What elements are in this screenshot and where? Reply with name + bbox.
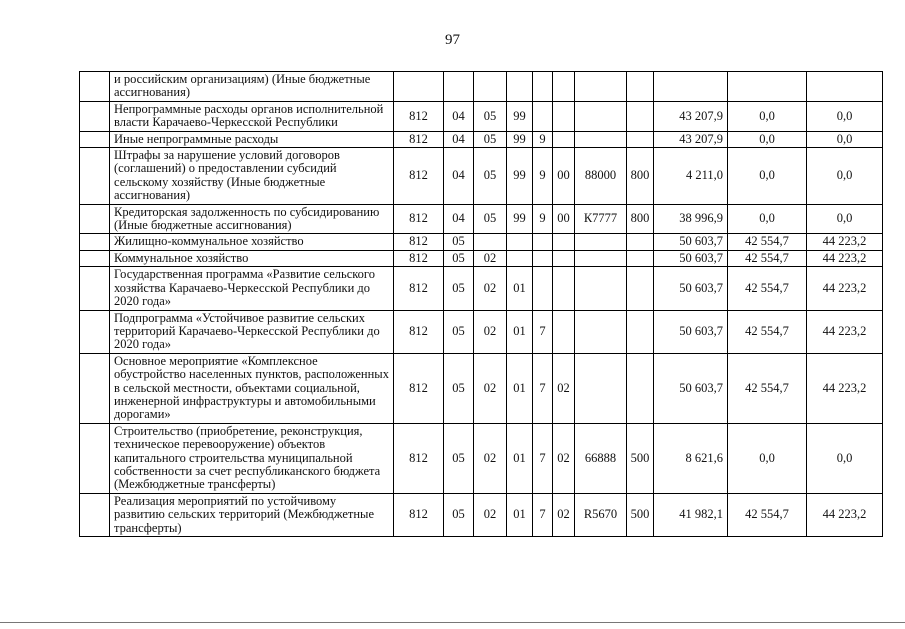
activity-code-cell — [553, 250, 575, 266]
subprogram-code-cell — [533, 250, 553, 266]
subprogram-code-cell — [533, 101, 553, 131]
row-name-cell: Непрограммные расходы органов исполнительной власти Карачаево-Черкесской Республики — [110, 101, 394, 131]
row-index-cell — [80, 234, 110, 250]
section-code-cell: 04 — [444, 148, 474, 205]
section-code-cell: 05 — [444, 423, 474, 493]
subprogram-code-cell: 7 — [533, 353, 553, 423]
activity-code-cell — [553, 131, 575, 147]
table-row — [80, 204, 883, 234]
row-name-cell: Кредиторская задолженность по субсидированию (Иные бюджетные ассигнования) — [110, 204, 394, 234]
expense-type-cell: 800 — [627, 148, 654, 205]
amount-year3-cell: 0,0 — [807, 423, 883, 493]
table-row — [80, 423, 883, 493]
program-code-cell: 99 — [507, 131, 533, 147]
subprogram-code-cell — [533, 234, 553, 250]
row-index-cell — [80, 72, 110, 102]
table-row — [80, 131, 883, 147]
amount-year2-cell — [728, 72, 807, 102]
expense-type-cell — [627, 72, 654, 102]
section-code-cell: 04 — [444, 131, 474, 147]
expense-type-cell — [627, 267, 654, 310]
direction-code-cell: 88000 — [575, 148, 627, 205]
subprogram-code-cell: 7 — [533, 423, 553, 493]
subsection-code-cell: 05 — [474, 148, 507, 205]
amount-year3-cell: 0,0 — [807, 148, 883, 205]
subprogram-code-cell: 7 — [533, 310, 553, 353]
activity-code-cell — [553, 267, 575, 310]
table-body — [80, 72, 883, 537]
direction-code-cell: R5670 — [575, 493, 627, 536]
table-row — [80, 493, 883, 536]
program-code-cell: 01 — [507, 353, 533, 423]
amount-year3-cell: 0,0 — [807, 131, 883, 147]
amount-year3-cell: 0,0 — [807, 101, 883, 131]
row-index-cell — [80, 267, 110, 310]
expense-type-cell — [627, 310, 654, 353]
section-code-cell: 05 — [444, 234, 474, 250]
row-name-cell: и российским организациям) (Иные бюджетные ассигнования) — [110, 72, 394, 102]
expense-type-cell — [627, 131, 654, 147]
row-index-cell — [80, 250, 110, 266]
row-index-cell — [80, 148, 110, 205]
amount-year3-cell: 44 223,2 — [807, 234, 883, 250]
section-code-cell: 05 — [444, 353, 474, 423]
subprogram-code-cell — [533, 267, 553, 310]
ministry-code-cell: 812 — [394, 148, 444, 205]
ministry-code-cell: 812 — [394, 101, 444, 131]
ministry-code-cell: 812 — [394, 204, 444, 234]
amount-year2-cell: 42 554,7 — [728, 234, 807, 250]
table-row — [80, 267, 883, 310]
amount-year3-cell: 44 223,2 — [807, 250, 883, 266]
row-name-cell: Штрафы за нарушение условий договоров (соглашений) о предоставлении субсидий сельскому хозяйству (Иные бюджетные ассигнования) — [110, 148, 394, 205]
subsection-code-cell: 05 — [474, 131, 507, 147]
amount-year1-cell: 8 621,6 — [654, 423, 728, 493]
amount-year1-cell: 50 603,7 — [654, 310, 728, 353]
row-index-cell — [80, 131, 110, 147]
subsection-code-cell: 02 — [474, 310, 507, 353]
ministry-code-cell: 812 — [394, 423, 444, 493]
table-row — [80, 148, 883, 205]
amount-year3-cell: 0,0 — [807, 204, 883, 234]
amount-year2-cell: 0,0 — [728, 131, 807, 147]
amount-year1-cell — [654, 72, 728, 102]
amount-year1-cell: 4 211,0 — [654, 148, 728, 205]
program-code-cell: 01 — [507, 310, 533, 353]
subsection-code-cell: 02 — [474, 493, 507, 536]
direction-code-cell — [575, 310, 627, 353]
activity-code-cell — [553, 101, 575, 131]
subsection-code-cell: 02 — [474, 423, 507, 493]
amount-year2-cell: 42 554,7 — [728, 250, 807, 266]
row-name-cell: Основное мероприятие «Комплексное обустройство населенных пунктов, расположенных в сельской местности, объектами социальной, инженерной инфраструктуры и автомобильными дорогами» — [110, 353, 394, 423]
subsection-code-cell — [474, 234, 507, 250]
expense-type-cell — [627, 353, 654, 423]
table-row — [80, 72, 883, 102]
table-row — [80, 310, 883, 353]
ministry-code-cell: 812 — [394, 250, 444, 266]
row-index-cell — [80, 101, 110, 131]
section-code-cell: 04 — [444, 204, 474, 234]
amount-year1-cell: 50 603,7 — [654, 234, 728, 250]
program-code-cell: 01 — [507, 493, 533, 536]
direction-code-cell — [575, 72, 627, 102]
section-code-cell — [444, 72, 474, 102]
subsection-code-cell: 02 — [474, 353, 507, 423]
amount-year1-cell: 50 603,7 — [654, 353, 728, 423]
budget-table — [79, 71, 883, 537]
amount-year2-cell: 42 554,7 — [728, 493, 807, 536]
direction-code-cell — [575, 101, 627, 131]
direction-code-cell — [575, 250, 627, 266]
program-code-cell — [507, 72, 533, 102]
activity-code-cell — [553, 310, 575, 353]
subprogram-code-cell: 9 — [533, 131, 553, 147]
amount-year1-cell: 41 982,1 — [654, 493, 728, 536]
subprogram-code-cell: 9 — [533, 204, 553, 234]
amount-year2-cell: 42 554,7 — [728, 353, 807, 423]
amount-year2-cell: 42 554,7 — [728, 310, 807, 353]
table-row — [80, 101, 883, 131]
ministry-code-cell: 812 — [394, 131, 444, 147]
expense-type-cell: 800 — [627, 204, 654, 234]
section-code-cell: 05 — [444, 267, 474, 310]
amount-year3-cell: 44 223,2 — [807, 353, 883, 423]
row-name-cell: Жилищно-коммунальное хозяйство — [110, 234, 394, 250]
amount-year3-cell: 44 223,2 — [807, 493, 883, 536]
section-code-cell: 05 — [444, 250, 474, 266]
row-name-cell: Реализация мероприятий по устойчивому развитию сельских территорий (Межбюджетные трансферты) — [110, 493, 394, 536]
subsection-code-cell: 02 — [474, 267, 507, 310]
expense-type-cell — [627, 234, 654, 250]
activity-code-cell: 02 — [553, 353, 575, 423]
row-name-cell: Иные непрограммные расходы — [110, 131, 394, 147]
program-code-cell — [507, 234, 533, 250]
direction-code-cell — [575, 267, 627, 310]
activity-code-cell: 02 — [553, 423, 575, 493]
program-code-cell: 99 — [507, 148, 533, 205]
page-number: 97 — [445, 32, 460, 48]
expense-type-cell — [627, 101, 654, 131]
row-index-cell — [80, 204, 110, 234]
row-name-cell: Государственная программа «Развитие сельского хозяйства Карачаево-Черкесской Республики до 2020 года» — [110, 267, 394, 310]
direction-code-cell — [575, 353, 627, 423]
amount-year1-cell: 38 996,9 — [654, 204, 728, 234]
section-code-cell: 04 — [444, 101, 474, 131]
program-code-cell: 99 — [507, 204, 533, 234]
amount-year1-cell: 50 603,7 — [654, 267, 728, 310]
program-code-cell: 99 — [507, 101, 533, 131]
amount-year2-cell: 0,0 — [728, 423, 807, 493]
subprogram-code-cell — [533, 72, 553, 102]
ministry-code-cell: 812 — [394, 234, 444, 250]
expense-type-cell: 500 — [627, 493, 654, 536]
direction-code-cell — [575, 234, 627, 250]
activity-code-cell — [553, 72, 575, 102]
row-name-cell: Строительство (приобретение, реконструкция, техническое перевооружение) объектов капитального строительства муниципальной собственности за счет республиканского бюджета (Межбюджетные трансферты) — [110, 423, 394, 493]
amount-year1-cell: 43 207,9 — [654, 131, 728, 147]
subsection-code-cell: 02 — [474, 250, 507, 266]
amount-year3-cell: 44 223,2 — [807, 310, 883, 353]
table-row — [80, 353, 883, 423]
expense-type-cell — [627, 250, 654, 266]
row-name-cell: Коммунальное хозяйство — [110, 250, 394, 266]
row-index-cell — [80, 423, 110, 493]
program-code-cell — [507, 250, 533, 266]
subsection-code-cell — [474, 72, 507, 102]
amount-year2-cell: 42 554,7 — [728, 267, 807, 310]
ministry-code-cell: 812 — [394, 310, 444, 353]
program-code-cell: 01 — [507, 267, 533, 310]
ministry-code-cell: 812 — [394, 267, 444, 310]
amount-year2-cell: 0,0 — [728, 204, 807, 234]
subprogram-code-cell: 7 — [533, 493, 553, 536]
table-row — [80, 234, 883, 250]
amount-year2-cell: 0,0 — [728, 148, 807, 205]
row-index-cell — [80, 353, 110, 423]
direction-code-cell — [575, 131, 627, 147]
amount-year3-cell — [807, 72, 883, 102]
amount-year1-cell: 50 603,7 — [654, 250, 728, 266]
table-row — [80, 250, 883, 266]
page-bottom-rule — [0, 622, 905, 623]
direction-code-cell: 66888 — [575, 423, 627, 493]
expense-type-cell: 500 — [627, 423, 654, 493]
program-code-cell: 01 — [507, 423, 533, 493]
row-index-cell — [80, 310, 110, 353]
section-code-cell: 05 — [444, 310, 474, 353]
activity-code-cell — [553, 234, 575, 250]
amount-year2-cell: 0,0 — [728, 101, 807, 131]
row-index-cell — [80, 493, 110, 536]
subprogram-code-cell: 9 — [533, 148, 553, 205]
ministry-code-cell: 812 — [394, 493, 444, 536]
direction-code-cell: К7777 — [575, 204, 627, 234]
activity-code-cell: 02 — [553, 493, 575, 536]
ministry-code-cell — [394, 72, 444, 102]
amount-year1-cell: 43 207,9 — [654, 101, 728, 131]
activity-code-cell: 00 — [553, 148, 575, 205]
subsection-code-cell: 05 — [474, 204, 507, 234]
ministry-code-cell: 812 — [394, 353, 444, 423]
row-name-cell: Подпрограмма «Устойчивое развитие сельских территорий Карачаево-Черкесской Республики до 2020 года» — [110, 310, 394, 353]
subsection-code-cell: 05 — [474, 101, 507, 131]
activity-code-cell: 00 — [553, 204, 575, 234]
section-code-cell: 05 — [444, 493, 474, 536]
amount-year3-cell: 44 223,2 — [807, 267, 883, 310]
